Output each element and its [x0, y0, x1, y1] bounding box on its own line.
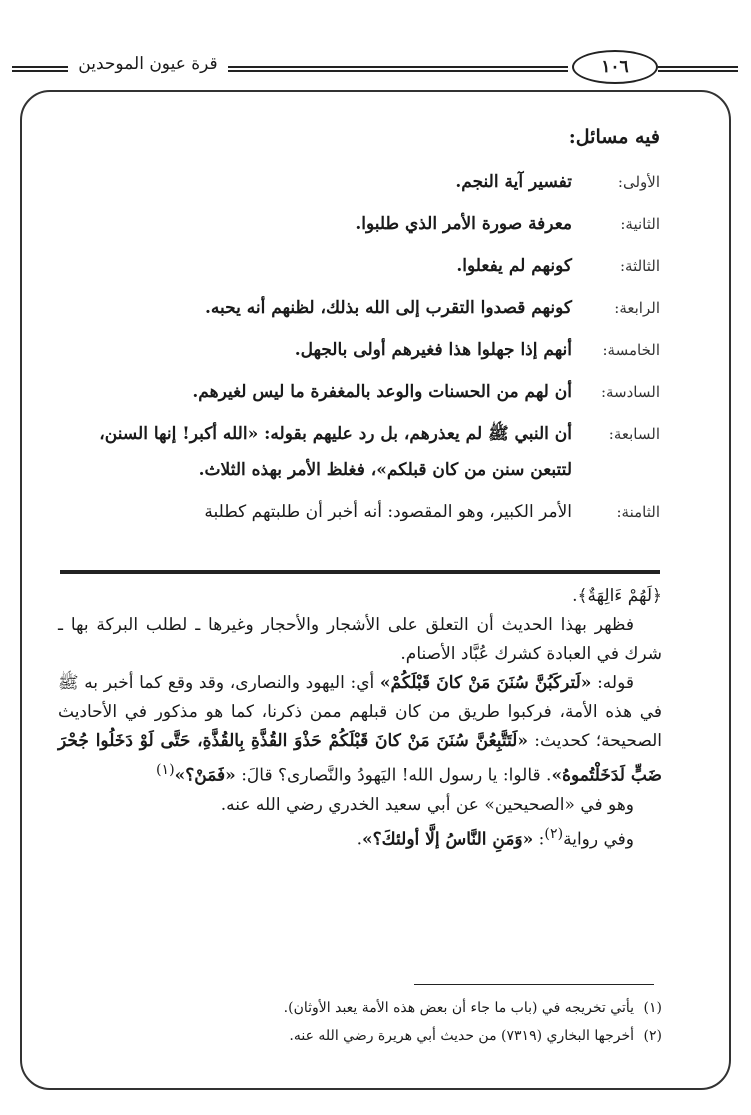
issue-item	[60, 248, 660, 284]
footnote-text: أخرجها البخاري (٧٣١٩) من حديث أبي هريرة رضي الله عنه.	[289, 1028, 634, 1044]
issue-label: الرابعة:	[614, 299, 660, 317]
text-span: .	[356, 829, 363, 850]
issue-label: الثانية:	[620, 215, 660, 233]
text-span: وفي رواية	[563, 829, 634, 850]
issues-heading: فيه مسائل:	[568, 126, 660, 148]
issue-item	[60, 206, 660, 242]
footnote-number: (١)	[643, 1000, 662, 1016]
hadith-quote: «لَتَتَّبِعُنَّ سُنَنَ مَنْ كانَ قَبْلَكُمْ حَذْوَ القُذَّةِ بِالقُذَّةِ، حَتَّى لَوْ دَخَلُوا جُحْرَ ضَبٍّ لَدَخَلْتُموهُ»	[58, 731, 662, 786]
footnote-rule	[414, 984, 654, 985]
hadith-quote: «لَتركَبُنَّ سُنَنَ مَنْ كانَ قَبْلَكُمْ»	[379, 673, 592, 693]
issue-item	[60, 494, 660, 530]
issue-item	[60, 416, 660, 488]
issue-item	[60, 290, 660, 326]
text-span: قوله:	[591, 673, 635, 693]
issue-text: كونهم قصدوا التقرب إلى الله بذلك، لظنهم أنه يحبه.	[204, 298, 572, 318]
issue-text: كونهم لم يفعلوا.	[456, 256, 572, 276]
issue-text: أنهم إذا جهلوا هذا فغيرهم أولى بالجهل.	[294, 340, 572, 360]
page-header	[6, 44, 741, 84]
text-span: :	[533, 829, 545, 850]
commentary-paragraph: فظهر بهذا الحديث أن التعلق على الأشجار والأحجار وغيرها ـ لطلب البركة بها ـ شرك في العبادة كشرك عُبَّاد الأصنام.	[58, 615, 662, 664]
footnote-ref: (٢)	[544, 825, 564, 842]
hadith-quote: «وَمَنِ النَّاسُ إلَّا أولئكَ؟»	[362, 829, 534, 850]
text-span: . قالوا: يا رسول الله! اليَهودُ والنَّصارى؟ قالَ:	[235, 765, 552, 786]
issue-text: الأمر الكبير، وهو المقصود: أنه أخبر أن طلبتهم كطلبة	[204, 502, 572, 522]
footnote	[58, 994, 662, 1022]
page-number: ١٠٦	[572, 50, 658, 84]
header-rule-left	[12, 66, 68, 72]
commentary-paragraph	[58, 669, 662, 791]
issue-text: أن النبي ﷺ لم يعذرهم، بل رد عليهم بقوله: «الله أكبر! إنها السنن، لتتبعن سنن من كان قبلكم»، فغلظ الأمر بهذه الثلاث.	[99, 424, 572, 480]
commentary	[58, 582, 662, 854]
issue-label: الثالثة:	[619, 257, 660, 275]
text-span: أي: اليهود والنصارى، وقد وقع كما أخبر به ﷺ في هذه الأمة، فركبوا طريق من كان قبلهم ممن ذكرنا، كما هو مذكور في الأحاديث الصحيحة؛ كحديث:	[58, 673, 662, 751]
commentary-continuation: ﴿لَهُمْ ءَالِهَةٌ﴾.	[572, 586, 662, 606]
issue-item	[60, 374, 660, 410]
book-title: قرة عيون الموحدين	[78, 54, 218, 74]
footnotes	[58, 994, 662, 1050]
commentary-paragraph: وهو في «الصحيحين» عن أبي سعيد الخدري رضي الله عنه.	[220, 794, 634, 815]
issue-text: أن لهم من الحسنات والوعد بالمغفرة ما ليس لغيرهم.	[192, 382, 572, 402]
commentary-paragraph	[58, 820, 662, 855]
issue-label: السادسة:	[600, 383, 660, 401]
issue-label: الثامنة:	[616, 503, 660, 521]
header-rule-right	[658, 66, 738, 72]
issue-text: تفسير آية النجم.	[455, 172, 572, 192]
issue-item	[60, 164, 660, 200]
hadith-quote: «فَمَنْ؟»	[174, 765, 236, 786]
issues-section	[60, 120, 660, 536]
issue-label: السابعة:	[608, 425, 660, 443]
footnote-text: يأتي تخريجه في (باب ما جاء أن بعض هذه الأمة يعبد الأوثان).	[283, 1000, 634, 1016]
issue-label: الخامسة:	[602, 341, 660, 359]
footnote-number: (٢)	[643, 1028, 662, 1044]
issue-item	[60, 332, 660, 368]
header-rule-middle	[228, 66, 568, 72]
footnote-ref: (١)	[155, 762, 175, 778]
section-divider	[60, 570, 660, 574]
issue-label: الأولى:	[617, 173, 660, 191]
footnote	[58, 1022, 662, 1050]
issue-text: معرفة صورة الأمر الذي طلبوا.	[355, 214, 572, 234]
